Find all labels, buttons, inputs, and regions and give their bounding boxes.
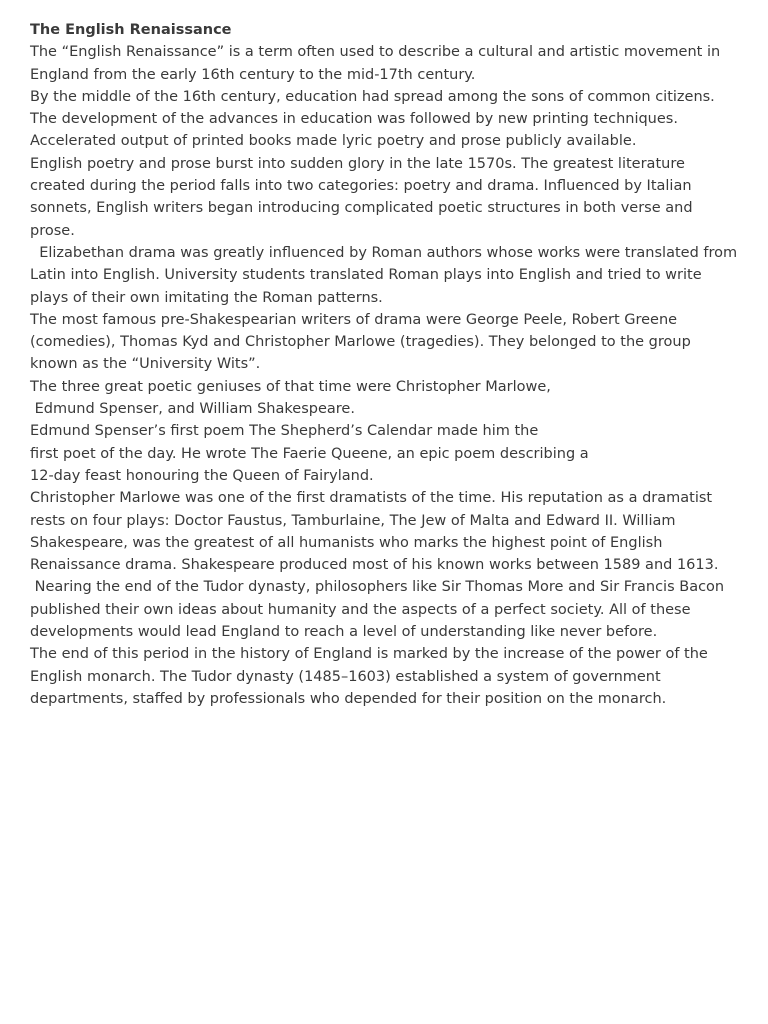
text-line: By the middle of the 16th century, education had spread among the sons of common citizens. xyxy=(30,88,715,105)
text-line: created during the period falls into two categories: poetry and drama. Influenced by Italian xyxy=(30,178,692,195)
paragraph xyxy=(30,242,738,309)
document-body xyxy=(30,19,738,710)
text-line: Edmund Spenser, and William Shakespeare. xyxy=(30,401,355,418)
text-line: The development of the advances in education was followed by new printing techniques. xyxy=(30,111,678,128)
text-line: developments would lead England to reach a level of understanding like never before. xyxy=(30,624,658,641)
text-line: English poetry and prose burst into sudden glory in the late 1570s. The greatest literature xyxy=(30,155,685,172)
paragraph xyxy=(30,576,738,643)
text-line: The most famous pre-Shakespearian writers of drama were George Peele, Robert Greene xyxy=(30,311,678,328)
text-line: Nearing the end of the Tudor dynasty, philosophers like Sir Thomas More and Sir Francis Bacon xyxy=(30,579,725,596)
text-line: Christopher Marlowe was one of the first dramatists of the time. His reputation as a dramatist xyxy=(30,490,713,507)
paragraph xyxy=(30,420,738,487)
text-line: Elizabethan drama was greatly influenced by Roman authors whose works were translated from xyxy=(30,244,738,261)
text-line: published their own ideas about humanity and the aspects of a perfect society. All of these xyxy=(30,601,691,618)
text-line: first poet of the day. He wrote The Faerie Queene, an epic poem describing a xyxy=(30,445,589,462)
text-line: English monarch. The Tudor dynasty (1485–1603) established a system of government xyxy=(30,668,661,685)
text-line: Edmund Spenser’s first poem The Shepherd’s Calendar made him the xyxy=(30,423,539,440)
text-line: 12-day feast honouring the Queen of Fairyland. xyxy=(30,467,374,484)
text-line: plays of their own imitating the Roman patterns. xyxy=(30,289,383,306)
text-line: (comedies), Thomas Kyd and Christopher Marlowe (tragedies). They belonged to the group xyxy=(30,334,691,351)
text-line: known as the “University Wits”. xyxy=(30,356,261,373)
text-line: prose. xyxy=(30,222,75,239)
document-title: The English Renaissance xyxy=(30,22,232,38)
text-line: England from the early 16th century to the mid-17th century. xyxy=(30,66,476,83)
text-line: Latin into English. University students translated Roman plays into English and tried to write xyxy=(30,267,702,284)
paragraph xyxy=(30,376,738,421)
text-line: The end of this period in the history of England is marked by the increase of the power of the xyxy=(30,646,708,663)
text-line: The “English Renaissance” is a term often used to describe a cultural and artistic movement in xyxy=(30,44,721,61)
paragraph xyxy=(30,86,738,242)
text-line: departments, staffed by professionals who depended for their position on the monarch. xyxy=(30,690,667,707)
text-line: Shakespeare, was the greatest of all humanists who marks the highest point of English xyxy=(30,534,663,551)
text-line: Accelerated output of printed books made lyric poetry and prose publicly available. xyxy=(30,133,637,150)
paragraph-list xyxy=(30,41,738,710)
text-line: Renaissance drama. Shakespeare produced most of his known works between 1589 and 1613. xyxy=(30,557,719,574)
paragraph xyxy=(30,309,738,376)
paragraph xyxy=(30,643,738,710)
paragraph xyxy=(30,41,738,86)
text-line: sonnets, English writers began introducing complicated poetic structures in both verse and xyxy=(30,200,693,217)
paragraph xyxy=(30,487,738,576)
text-line: The three great poetic geniuses of that time were Christopher Marlowe, xyxy=(30,378,551,395)
text-line: rests on four plays: Doctor Faustus, Tamburlaine, The Jew of Malta and Edward II. William xyxy=(30,512,676,529)
